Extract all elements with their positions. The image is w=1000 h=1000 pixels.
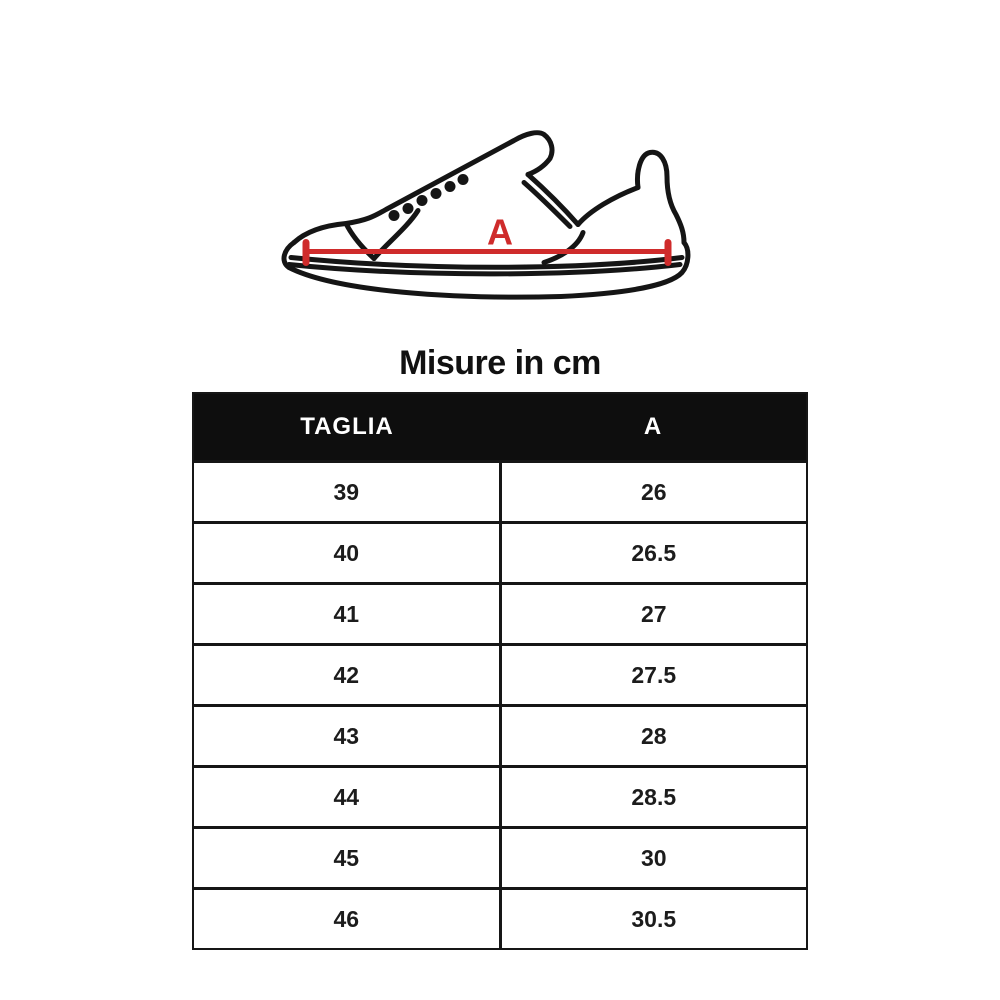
cell-taglia: 40 (194, 524, 502, 582)
table-row (194, 521, 806, 582)
table-row (194, 643, 806, 704)
table-row (194, 460, 806, 521)
cell-taglia: 42 (194, 646, 502, 704)
cell-taglia: 44 (194, 768, 502, 826)
cell-a: 27 (640, 600, 667, 627)
cell-taglia: 39 (194, 463, 502, 521)
table-header-row (194, 394, 806, 460)
cell-taglia: 46 (194, 890, 502, 948)
cell-taglia: 41 (194, 585, 502, 643)
shoe-diagram (278, 112, 718, 312)
header-cell-taglia: TAGLIA (300, 413, 394, 440)
cell-a: 28 (640, 722, 667, 749)
measurement-label: A (487, 211, 513, 253)
shoe-midsole-line-top (291, 258, 682, 268)
cell-a: 26 (640, 478, 667, 505)
shoe-upper-outline (294, 133, 552, 243)
table-row (194, 582, 806, 643)
shoe-heel-counter (544, 233, 583, 263)
cell-a: 28.5 (631, 783, 677, 810)
table-row (194, 887, 806, 948)
cell-a: 27.5 (631, 661, 677, 688)
size-table (192, 392, 808, 950)
shoe-throat-line-1 (528, 175, 578, 225)
cell-a: 30 (640, 844, 667, 871)
cell-taglia: 43 (194, 707, 502, 765)
shoe-collar-line (578, 188, 638, 225)
table-row (194, 826, 806, 887)
shoe-svg (278, 112, 718, 312)
cell-taglia: 45 (194, 829, 502, 887)
shoe-heel-tab (638, 152, 685, 242)
header-cell-a: A (643, 413, 663, 440)
cell-a: 26.5 (631, 539, 677, 566)
shoe-lace-dots (389, 174, 469, 221)
table-row (194, 704, 806, 765)
cell-a: 30.5 (631, 905, 677, 932)
table-row (194, 765, 806, 826)
page-title: Misure in cm (399, 344, 601, 382)
